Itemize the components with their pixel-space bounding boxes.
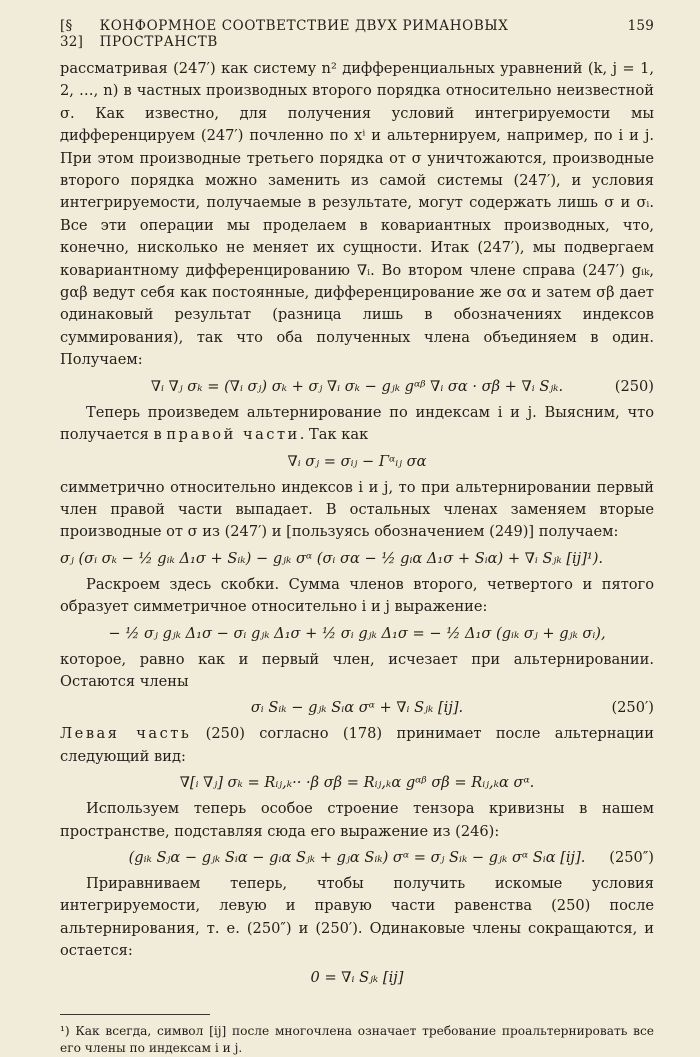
- paragraph-2-start: Теперь произведем альтернирование по индексам i и j. Выясним, что получается в: [60, 403, 654, 444]
- equation-expansion-body: σⱼ (σᵢ σₖ − ½ gᵢₖ Δ₁σ + Sᵢₖ) − gⱼₖ σᵅ (σᵢ σα − ½ gᵢα Δ₁σ + Sᵢα) + ∇ᵢ Sⱼₖ [ij]¹).: [60, 549, 604, 567]
- equation-symmetric: [60, 448, 654, 476]
- paragraph-2: [60, 402, 654, 447]
- chapter-title: КОНФОРМНОЕ СООТВЕТСТВИЕ ДВУХ РИМАНОВЫХ ПРОСТРАНСТВ: [99, 18, 509, 50]
- paragraph-8: Приравниваем теперь, чтобы получить искомые условия интегрируемости, левую и правую части равенства (250) после альтернирования, т. е. (250″) и (250′). Одинаковые члены сокращаются, и остается:: [60, 874, 654, 960]
- paragraph-5: которое, равно как и первый член, исчезает при альтернировании. Остаются члены: [60, 650, 654, 690]
- paragraph-6: [60, 723, 654, 768]
- equation-250-prime-tag: (250′): [611, 699, 654, 717]
- paragraph-7: Используем теперь особое строение тензора кривизны в нашем пространстве, подставляя сюда его выражение из (246):: [60, 800, 654, 840]
- paragraph-2-end: . Так как: [299, 426, 369, 444]
- footnote-divider: [60, 1014, 210, 1015]
- section-number: [§ 32]: [60, 18, 84, 50]
- paragraph-2-emphasis: правой части: [166, 426, 300, 444]
- page-number: 159: [627, 18, 654, 34]
- equation-expansion: [60, 545, 654, 573]
- equation-symmetric-sum: [60, 620, 654, 648]
- paragraph-6-rest: (250) согласно (178) принимает после альтернации следующий вид:: [60, 725, 654, 765]
- equation-250-tag: (250): [614, 377, 654, 395]
- equation-left-side-body: ∇[ᵢ ∇ⱼ] σₖ = Rᵢⱼ,ₖ·· ·β σβ = Rᵢⱼ,ₖα gᵅᵝ σβ = Rᵢⱼ,ₖα σᵅ.: [179, 774, 535, 792]
- equation-250-prime-body: σᵢ Sᵢₖ − gⱼₖ Sᵢα σᵅ + ∇ᵢ Sⱼₖ [ij].: [250, 699, 464, 717]
- paragraph-4: Раскроем здесь скобки. Сумма членов второго, четвертого и пятого образует симметричное относительно i и j выражение:: [60, 575, 654, 616]
- equation-250-prime: [60, 694, 654, 722]
- equation-symmetric-sum-body: − ½ σⱼ gⱼₖ Δ₁σ − σᵢ gⱼₖ Δ₁σ + ½ σᵢ gⱼₖ Δ₁σ = − ½ Δ₁σ (gᵢₖ σⱼ + gⱼₖ σᵢ),: [108, 624, 606, 642]
- running-head: [60, 18, 654, 50]
- equation-symmetric-body: ∇ᵢ σⱼ = σᵢⱼ − Γᵅᵢⱼ σα: [287, 452, 427, 470]
- paragraph-3: симметрично относительно индексов i и j, то при альтернировании первый член правой части выпадает. В остальных членах заменяем вторые производные от σ из (247′) и [пользуясь обозначением (249)] получаем:: [60, 478, 654, 541]
- equation-final-body: 0 = ∇ᵢ Sⱼₖ [ij]: [310, 968, 404, 986]
- paragraph-1: рассматривая (247′) как систему n² дифференциальных уравнений (k, j = 1, 2, …, n) в частных производных второго порядка относительно неизвестной σ. Как известно, для получения условий интегрируемости мы дифференцируем (247′) почленно по xⁱ и альтернируем, например, по i и j. При этом производные третьего порядка от σ уничтожаются, производные второго порядка можно заменить из самой системы (247′), и условия интегрируемости, получаемые в результате, могут содержать лишь σ и σᵢ. Все эти операции мы проделаем в ковариантных производных, что, конечно, нисколько не меняет их сущности. Итак (247′), мы подвергаем ковариантному дифференцированию ∇ᵢ. Во втором члене справа (247′) gᵢₖ, gαβ ведут себя как постоянные, дифференцирование же σα и затем σβ дает одинаковый результат (разница лишь в обозначениях индексов суммирования), так что оба полученных члена объединяем в один. Получаем:: [60, 60, 654, 369]
- paragraph-6-emphasis: Левая часть: [60, 725, 192, 743]
- equation-250-double-prime-tag: (250″): [609, 848, 654, 866]
- equation-250-double-prime: [60, 844, 654, 872]
- equation-250-body: ∇ᵢ ∇ⱼ σₖ = (∇ᵢ σⱼ) σₖ + σⱼ ∇ᵢ σₖ − gⱼₖ gᵅᵝ ∇ᵢ σα · σβ + ∇ᵢ Sⱼₖ.: [150, 377, 564, 395]
- equation-left-side: [60, 769, 654, 797]
- equation-250: [60, 373, 654, 401]
- equation-250-double-prime-body: (gᵢₖ Sⱼα − gⱼₖ Sᵢα − gᵢα Sⱼₖ + gⱼα Sᵢₖ) σᵅ = σⱼ Sᵢₖ − gⱼₖ σᵅ Sᵢα [ij].: [128, 848, 586, 866]
- footnote: ¹) Как всегда, символ [ij] после многочлена означает требование проальтернировать все его члены по индексам i и j.: [60, 1023, 654, 1055]
- equation-final: [60, 964, 654, 992]
